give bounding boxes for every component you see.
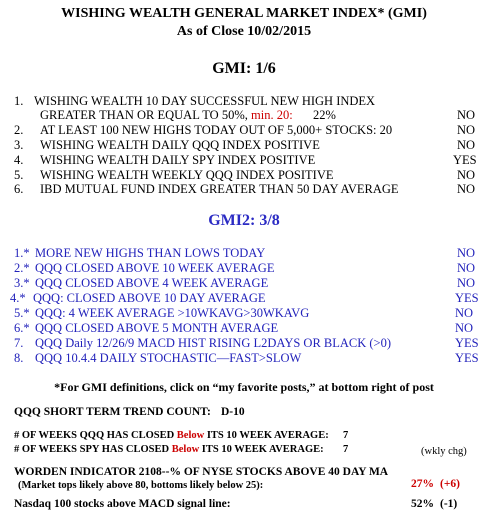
gmi-item-4-text: WISHING WEALTH DAILY SPY INDEX POSITIVE — [40, 153, 316, 167]
gmi-item-1b-note: min. 20: — [251, 108, 293, 122]
gmi-item-1-answer: NO — [457, 108, 476, 122]
gmi2-item-4-answer: YES — [455, 291, 479, 305]
nasdaq-macd-label: Nasdaq 100 stocks above MACD signal line: — [14, 498, 231, 510]
gmi-item-3-num: 3. — [14, 138, 24, 152]
worden-indicator-label: WORDEN INDICATOR 2108--% OF NYSE STOCKS ABOVE 40 DAY MA — [14, 466, 389, 478]
gmi-item-6-text: IBD MUTUAL FUND INDEX GREATER THAN 50 DAY AVERAGE — [40, 182, 399, 196]
gmi-item-1b-text: GREATER THAN OR EQUAL TO 50%, — [40, 108, 248, 122]
gmi-heading: GMI: 1/6 — [212, 60, 276, 77]
worden-indicator-change: (+6) — [440, 478, 460, 490]
gmi-item-2-answer: NO — [457, 123, 476, 137]
gmi2-item-7-num: 7. — [14, 336, 24, 350]
gmi2-heading: GMI2: 3/8 — [208, 212, 280, 229]
gmi2-item-1-text: MORE NEW HIGHS THAN LOWS TODAY — [35, 246, 266, 260]
gmi2-item-7-text: QQQ Daily 12/26/9 MACD HIST RISING L2DAYS OR BLACK (>0) — [35, 336, 392, 350]
as-of-date: As of Close 10/02/2015 — [176, 24, 312, 39]
weeks-qqq-below: Below — [176, 430, 205, 441]
weeks-spy-value: 7 — [343, 444, 349, 455]
weeks-qqq-row — [14, 430, 329, 441]
gmi2-item-6-text: QQQ CLOSED ABOVE 5 MONTH AVERAGE — [35, 321, 279, 335]
gmi2-item-8-text: QQQ 10.4.4 DAILY STOCHASTIC—FAST>SLOW — [35, 351, 302, 365]
nasdaq-macd-change: (-1) — [440, 498, 458, 510]
gmi-item-6-num: 6. — [14, 182, 24, 196]
weeks-spy-pre: # OF WEEKS SPY HAS CLOSED — [14, 444, 170, 455]
gmi-item-3-text: WISHING WEALTH DAILY QQQ INDEX POSITIVE — [40, 138, 320, 152]
gmi-item-1-text: WISHING WEALTH 10 DAY SUCCESSFUL NEW HIGH INDEX — [34, 94, 376, 108]
gmi2-item-1-answer: NO — [457, 246, 476, 260]
weeks-spy-post: ITS 10 WEEK AVERAGE: — [201, 444, 324, 455]
gmi2-item-1-num: 1.* — [14, 246, 30, 260]
weeks-qqq-pre: # OF WEEKS QQQ HAS CLOSED — [14, 430, 175, 441]
gmi-item-4-answer: YES — [453, 153, 477, 167]
gmi-item-2-num: 2. — [14, 123, 24, 137]
gmi-item-2-text: AT LEAST 100 NEW HIGHS TODAY OUT OF 5,000+ STOCKS: 20 — [40, 123, 393, 137]
page-title: WISHING WEALTH GENERAL MARKET INDEX* (GMI) — [61, 6, 427, 21]
gmi2-item-2-num: 2.* — [14, 261, 30, 275]
gmi2-item-2-answer: NO — [457, 261, 476, 275]
trend-count-label: QQQ SHORT TERM TREND COUNT: — [14, 406, 211, 418]
definitions-note: *For GMI definitions, click on “my favorite posts,” at bottom right of post — [54, 380, 434, 394]
nasdaq-macd-value: 52% — [411, 498, 434, 510]
gmi2-item-3-answer: NO — [457, 276, 476, 290]
gmi2-item-3-text: QQQ CLOSED ABOVE 4 WEEK AVERAGE — [35, 276, 269, 290]
gmi-item-5-text: WISHING WEALTH WEEKLY QQQ INDEX POSITIVE — [40, 168, 334, 182]
gmi2-item-5-answer: NO — [455, 306, 474, 320]
worden-indicator-value: 27% — [411, 478, 434, 490]
worden-indicator-sub: (Market tops likely above 80, bottoms likely below 25): — [18, 480, 264, 491]
weeks-qqq-value: 7 — [343, 430, 349, 441]
gmi-item-3-answer: NO — [457, 138, 476, 152]
gmi-item-1-num: 1. — [14, 94, 24, 108]
gmi-item-5-num: 5. — [14, 168, 24, 182]
gmi-item-4-num: 4. — [14, 153, 24, 167]
gmi2-item-3-num: 3.* — [14, 276, 30, 290]
gmi-item-6-answer: NO — [457, 182, 476, 196]
gmi2-item-8-answer: YES — [455, 351, 479, 365]
gmi2-item-2-text: QQQ CLOSED ABOVE 10 WEEK AVERAGE — [35, 261, 275, 275]
gmi-item-5-answer: NO — [457, 168, 476, 182]
gmi2-item-5-text: QQQ: 4 WEEK AVERAGE >10WKAVG>30WKAVG — [35, 306, 310, 320]
gmi2-item-6-answer: NO — [455, 321, 474, 335]
weeks-spy-row — [14, 444, 324, 455]
gmi2-item-7-answer: YES — [455, 336, 479, 350]
gmi2-item-4-text: QQQ: CLOSED ABOVE 10 DAY AVERAGE — [33, 291, 266, 305]
weeks-spy-below: Below — [171, 444, 200, 455]
gmi2-item-6-num: 6.* — [14, 321, 30, 335]
weeks-qqq-post: ITS 10 WEEK AVERAGE: — [206, 430, 329, 441]
gmi-item-1b-value: 22% — [313, 108, 336, 122]
trend-count-value: D-10 — [221, 406, 245, 418]
gmi2-item-8-num: 8. — [14, 351, 24, 365]
weekly-change-label: (wkly chg) — [421, 446, 467, 457]
gmi2-item-5-num: 5.* — [14, 306, 30, 320]
gmi2-item-4-num: 4.* — [10, 291, 26, 305]
